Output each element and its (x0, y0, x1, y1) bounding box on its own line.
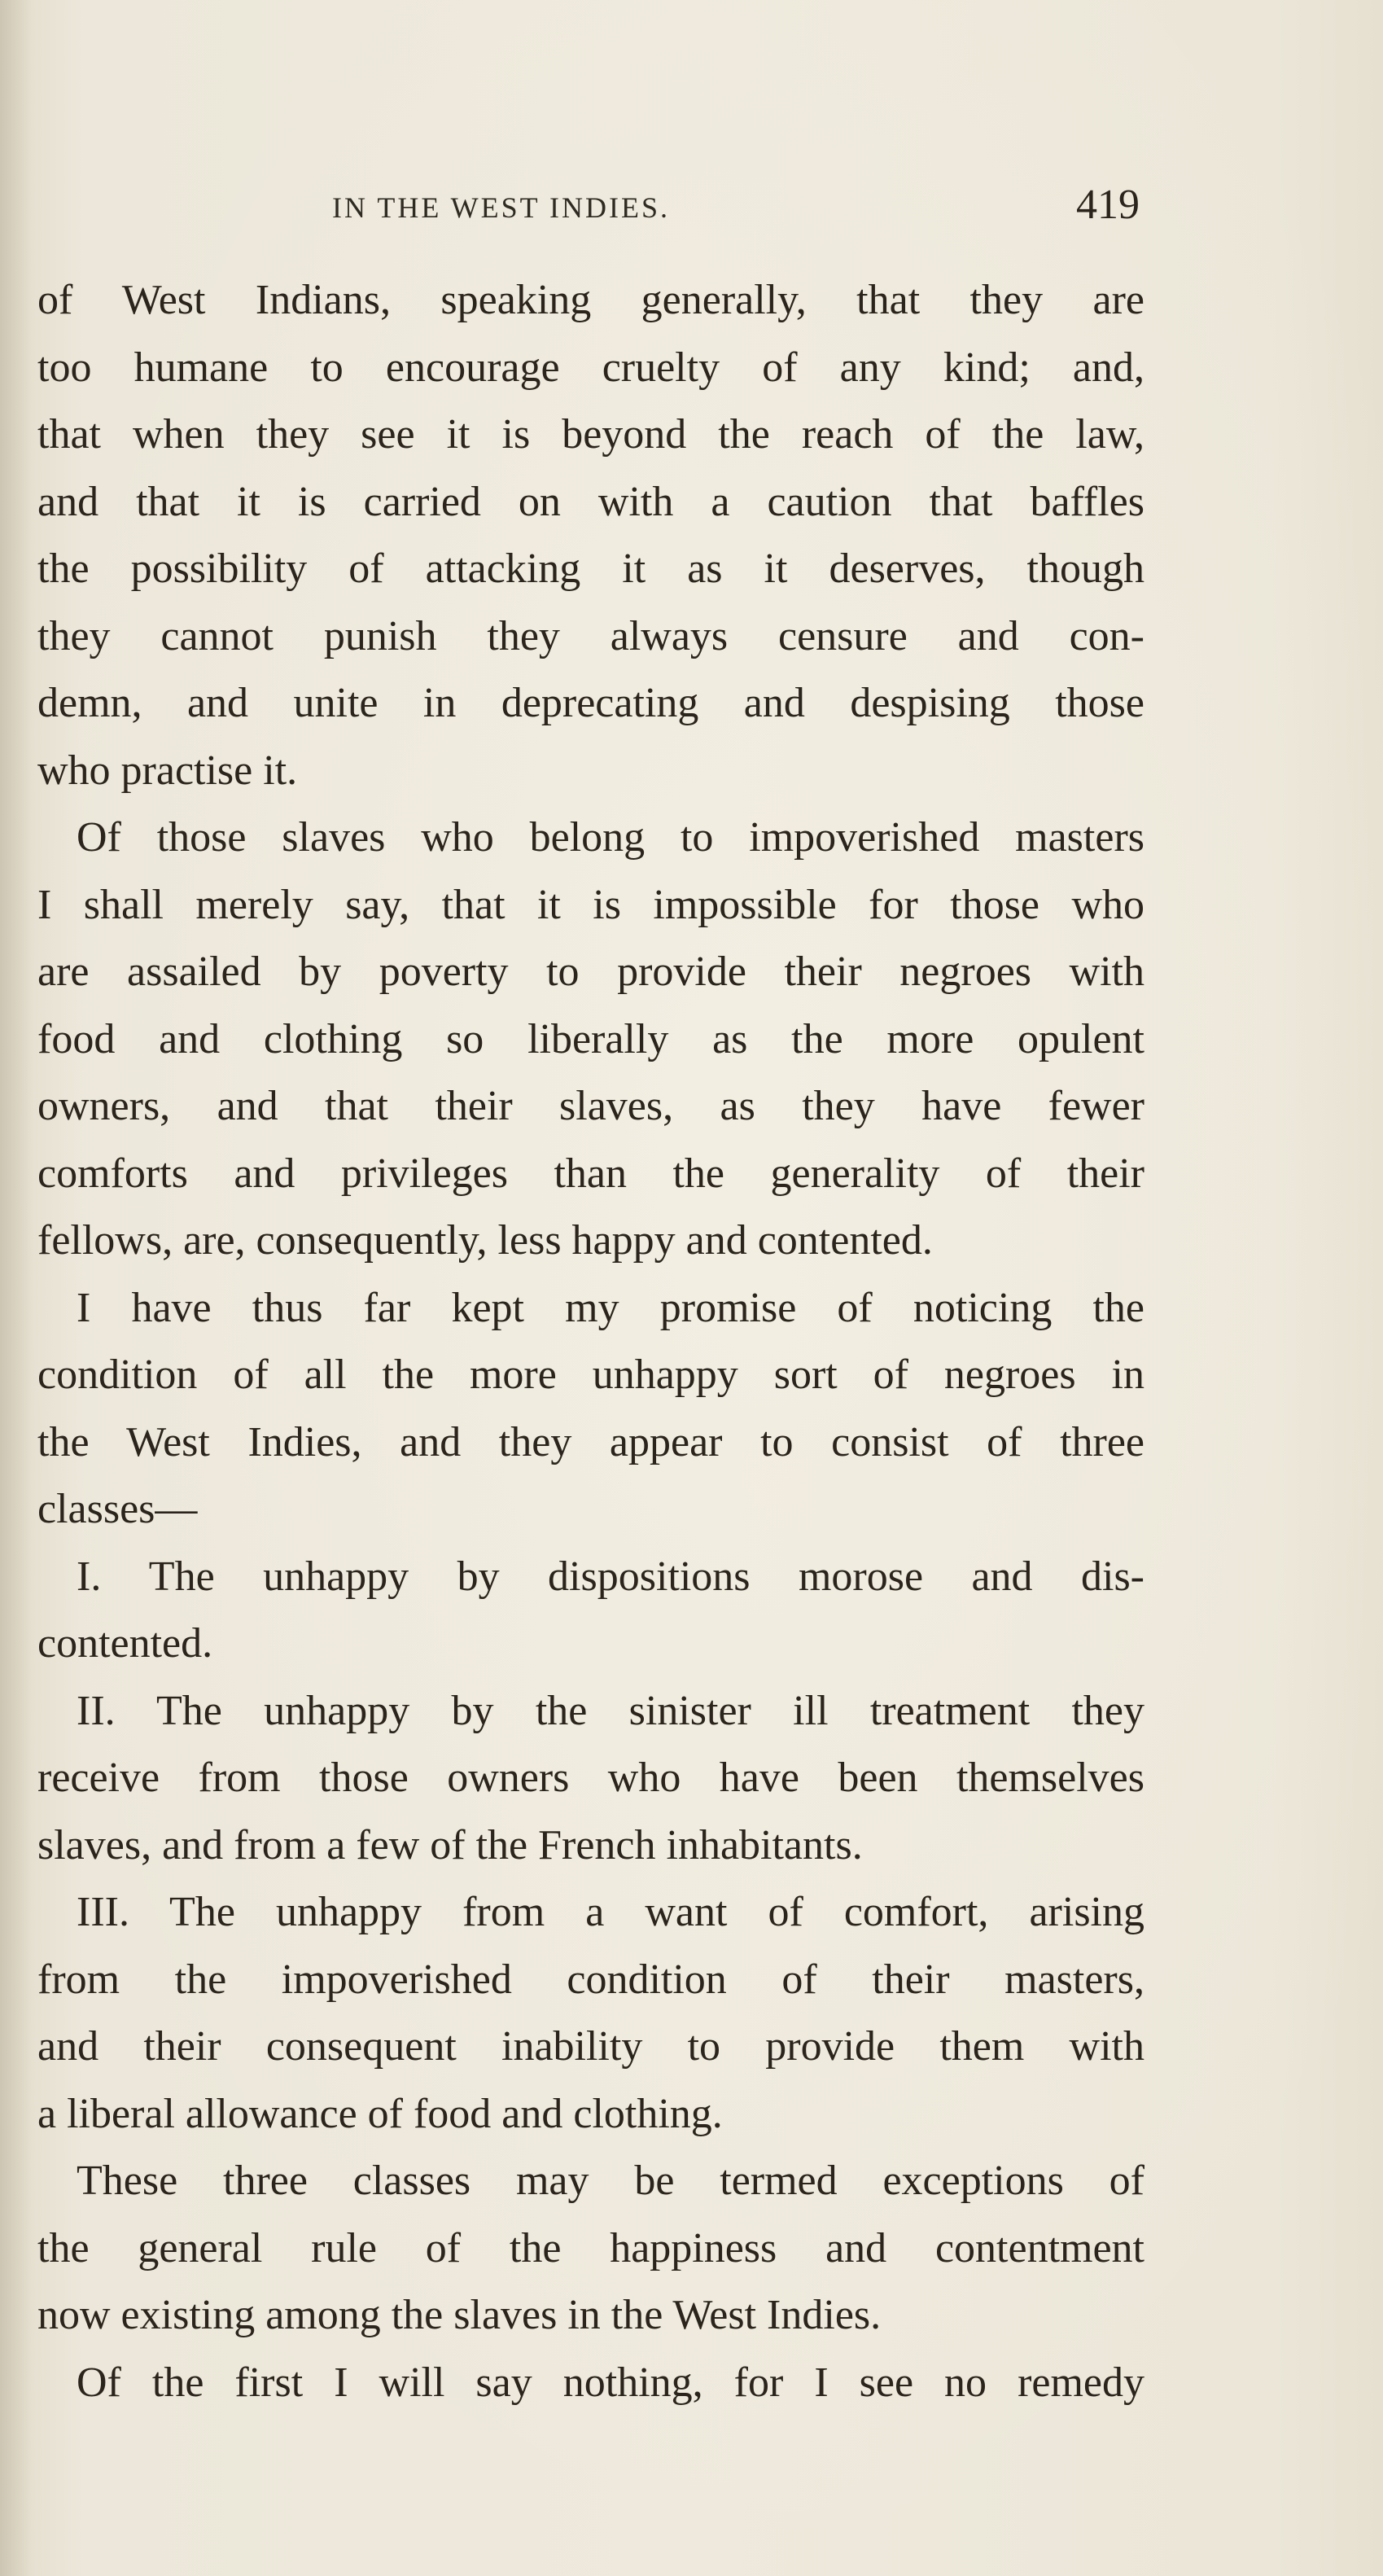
text-line: from the impoverished condition of their masters, (37, 1956, 1144, 2003)
spine-shadow (0, 0, 33, 2576)
text-line: now existing among the slaves in the West Indies. (37, 2292, 882, 2338)
text-line: III. The unhappy from a want of comfort, arising (77, 1889, 1144, 1935)
text-line: they cannot punish they always censure and con- (37, 612, 1144, 659)
text-line: and their consequent inability to provide them with (37, 2023, 1144, 2070)
text-line: owners, and that their slaves, as they have fewer (37, 1083, 1144, 1129)
text-line: receive from those owners who have been themselves (37, 1755, 1144, 1801)
text-line: fellows, are, consequently, less happy and contented. (37, 1217, 933, 1264)
text-line: who practise it. (37, 747, 298, 794)
text-line: the general rule of the happiness and contentment (37, 2224, 1144, 2272)
text-line: food and clothing so liberally as the more opulent (37, 1015, 1144, 1062)
page-header (73, 181, 1140, 238)
text-line: contented. (37, 1620, 213, 1667)
text-line: I. The unhappy by dispositions morose and dis- (77, 1553, 1144, 1600)
text-line: the West Indies, and they appear to consist of three (37, 1418, 1144, 1465)
text-line: I have thus far kept my promise of noticing the (77, 1284, 1144, 1331)
text-line: of West Indians, speaking generally, that they are (37, 277, 1144, 323)
text-line: Of the first I will say nothing, for I see no remedy (77, 2359, 1144, 2406)
text-line: the possibility of attacking it as it deserves, though (37, 545, 1144, 592)
page-number: 419 (1076, 182, 1140, 228)
text-line: slaves, and from a few of the French inhabitants. (37, 1821, 863, 1868)
text-line: a liberal allowance of food and clothing. (37, 2090, 723, 2137)
text-line: too humane to encourage cruelty of any kind; and, (37, 344, 1144, 391)
text-line: and that it is carried on with a caution that baffles (37, 478, 1144, 525)
text-line: condition of all the more unhappy sort of negroes in (37, 1352, 1144, 1398)
body-text (37, 267, 1144, 2416)
text-line: are assailed by poverty to provide their negroes with (37, 948, 1144, 995)
text-line: These three classes may be termed exceptions of (77, 2158, 1144, 2204)
text-line: II. The unhappy by the sinister ill treatment they (77, 1687, 1144, 1734)
text-line: comforts and privileges than the generality of their (37, 1150, 1144, 1197)
text-line: Of those slaves who belong to impoverished masters (77, 814, 1144, 861)
text-line: demn, and unite in deprecating and despising those (37, 680, 1144, 726)
text-line: that when they see it is beyond the reach of the law, (37, 411, 1144, 458)
text-line: classes— (37, 1486, 198, 1532)
text-line: I shall merely say, that it is impossible for those who (37, 881, 1144, 928)
running-head: IN THE WEST INDIES. (332, 191, 670, 224)
